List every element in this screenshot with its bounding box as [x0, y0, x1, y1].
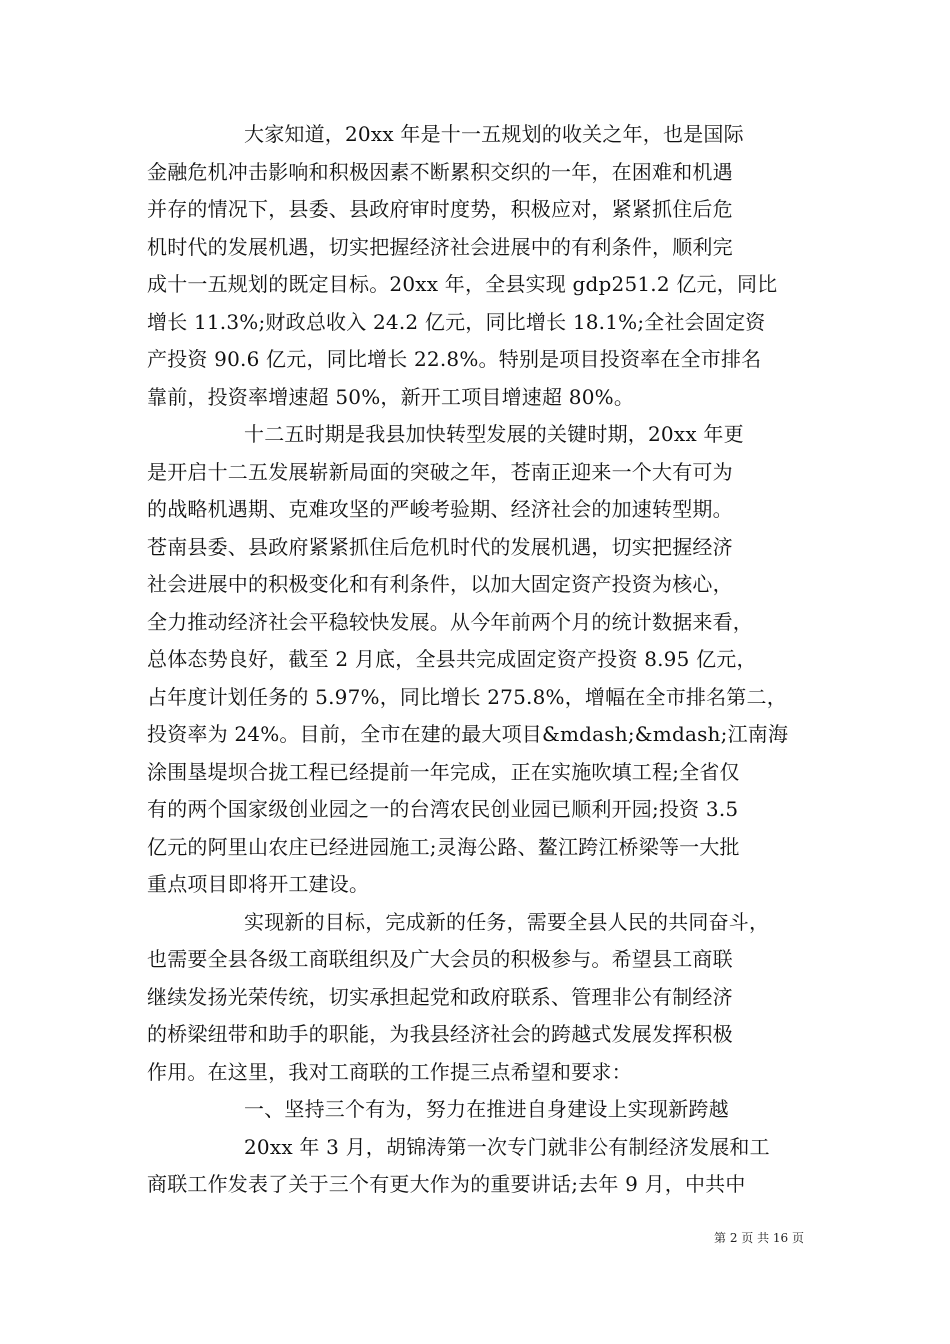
paragraph-line: 占年度计划任务的 5.97%，同比增长 275.8%，增幅在全市排名第二， — [147, 684, 787, 709]
paragraph-line: 继续发扬光荣传统，切实承担起党和政府联系、管理非公有制经济 — [147, 984, 733, 1009]
paragraph-line: 20xx 年 3 月，胡锦涛第一次专门就非公有制经济发展和工 — [244, 1134, 770, 1159]
paragraph-line: 全力推动经济社会平稳较快发展。从今年前两个月的统计数据来看， — [147, 609, 753, 634]
paragraph-line: 有的两个国家级创业园之一的台湾农民创业园已顺利开园;投资 3.5 — [147, 797, 739, 821]
paragraph-line: 机时代的发展机遇，切实把握经济社会进展中的有利条件，顺利完 — [147, 234, 733, 259]
paragraph-line: 商联工作发表了关于三个有更大作为的重要讲话;去年 9 月，中共中 — [147, 1172, 746, 1196]
paragraph-line: 金融危机冲击影响和积极因素不断累积交织的一年，在困难和机遇 — [147, 159, 733, 184]
paragraph-line: 总体态势良好，截至 2 月底，全县共完成固定资产投资 8.95 亿元， — [147, 647, 757, 671]
paragraph-line: 涂围垦堤坝合拢工程已经提前一年完成，正在实施吹填工程;全省仅 — [147, 759, 740, 784]
paragraph-line: 产投资 90.6 亿元，同比增长 22.8%。特别是项目投资率在全市排名 — [147, 347, 762, 371]
paragraph-line: 也需要全县各级工商联组织及广大会员的积极参与。希望县工商联 — [147, 947, 733, 971]
paragraph-line: 投资率为 24%。目前，全市在建的最大项目&mdash;&mdash;江南海 — [147, 722, 789, 746]
document-body — [147, 116, 807, 1204]
page-number: 第 2 页 共 16 页 — [714, 1231, 804, 1245]
paragraph-line: 增长 11.3%;财政总收入 24.2 亿元，同比增长 18.1%;全社会固定资 — [147, 309, 766, 334]
paragraph-line: 成十一五规划的既定目标。20xx 年，全县实现 gdp251.2 亿元，同比 — [147, 272, 778, 296]
paragraph-line: 大家知道，20xx 年是十一五规划的收关之年，也是国际 — [244, 122, 744, 146]
paragraph-line: 苍南县委、县政府紧紧抓住后危机时代的发展机遇，切实把握经济 — [147, 534, 733, 559]
paragraph-line: 亿元的阿里山农庄已经进园施工;灵海公路、鳌江跨江桥梁等一大批 — [147, 834, 740, 859]
paragraph-line: 的桥梁纽带和助手的职能，为我县经济社会的跨越式发展发挥积极 — [147, 1022, 733, 1046]
paragraph-line: 的战略机遇期、克难攻坚的严峻考验期、经济社会的加速转型期。 — [147, 497, 733, 521]
paragraph-line: 社会进展中的积极变化和有利条件，以加大固定资产投资为核心， — [147, 572, 733, 596]
paragraph-line: 作用。在这里，我对工商联的工作提三点希望和要求： — [147, 1059, 632, 1084]
paragraph-line: 重点项目即将开工建设。 — [147, 872, 370, 896]
paragraph-line: 实现新的目标，完成新的任务，需要全县人民的共同奋斗， — [244, 909, 770, 934]
paragraph-line: 十二五时期是我县加快转型发展的关键时期，20xx 年更 — [244, 422, 744, 446]
paragraph-line: 靠前，投资率增速超 50%，新开工项目增速超 80%。 — [147, 384, 635, 409]
paragraph-line: 并存的情况下，县委、县政府审时度势，积极应对，紧紧抓住后危 — [147, 197, 733, 221]
paragraph-line: 是开启十二五发展崭新局面的突破之年，苍南正迎来一个大有可为 — [147, 459, 733, 484]
section-heading: 一、坚持三个有为，努力在推进自身建设上实现新跨越 — [244, 1097, 729, 1121]
